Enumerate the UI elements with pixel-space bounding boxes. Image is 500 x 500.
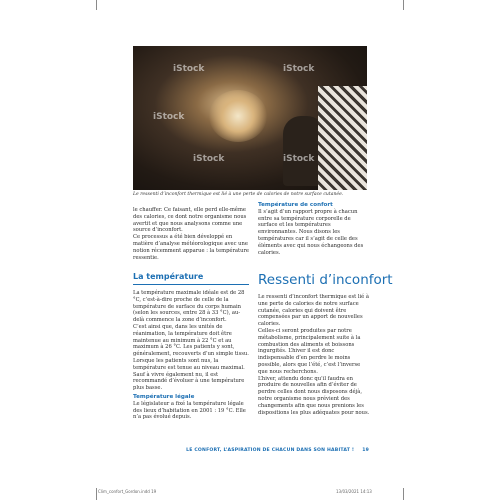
- paragraph: le chauffer. Ce faisant, elle perd elle-même des calories, ce dont notre organisme nous avertit et que nous analysons comme une source d’inconfort.: [133, 207, 247, 234]
- crop-mark: [96, 488, 97, 500]
- right-intro: [258, 202, 370, 256]
- photo-fireplace: [133, 46, 367, 190]
- crop-mark: [403, 0, 404, 10]
- watermark: iStock: [173, 64, 205, 74]
- paragraph: C’est ainsi que, dans les unités de réanimation, la température doit être maintenue au minimum à 22 °C et au maximum à 26 °C. Les patients y sont, généralement, recouverts d’un simple tissu.: [133, 323, 249, 358]
- left-intro: [133, 207, 249, 261]
- paragraph: Celles-ci seront produites par notre métabolisme, principalement suite à la combustion des aliments et boissons ingurgités. L’hiver il est donc indispensable d’en perdre le moins possible, alors que l’été, c’est l’inverse que nous recherchons.: [258, 327, 361, 375]
- paragraph: Sauf à vivre également nu, il est recommandé d’évoluer à une température plus basse.: [133, 371, 245, 392]
- left-section: [133, 290, 249, 421]
- watermark: iStock: [153, 112, 185, 122]
- fire-glow: [209, 90, 267, 142]
- heading-rule: [133, 284, 249, 285]
- photo-caption: Le ressenti d’inconfort thermique est lié à une perte de calories de notre surface cutanée.: [133, 192, 344, 197]
- page-number: 19: [362, 448, 369, 453]
- watermark: iStock: [283, 64, 315, 74]
- right-section: [258, 294, 370, 416]
- crop-mark: [96, 0, 97, 10]
- watermark: iStock: [193, 154, 225, 164]
- subsection-title: Température de confort: [258, 202, 333, 208]
- page-footer: [133, 448, 369, 453]
- slug-file: Clim_confort_Gordon.indd 19: [98, 489, 157, 494]
- section-title-temperature: La température: [133, 272, 204, 281]
- slug-date: 13/03/2021 14:13: [336, 489, 372, 494]
- paragraph: L’hiver, attendu donc qu’il faudra en produire de nouvelles afin d’éviter de perdre celles dont nous disposons déjà, notre organisme nous prévient des changements afin que nous prenions les dispositions les plus adéquates pour nous.: [258, 375, 370, 416]
- paragraph: Ce processus a été bien développé en matière d’analyse météorologique avec une notion récemment apparue : la température ressentie.: [133, 234, 250, 261]
- running-title: LE CONFORT, L’ASPIRATION DE CHACUN DANS SON HABITAT !: [186, 448, 355, 453]
- paragraph: Lorsque les patients sont nus, la température est tenue au niveau maximal.: [133, 357, 245, 371]
- paragraph: Il s’agit d’un rapport propre à chacun entre sa température corporelle de surface et les températures environnantes. Nous disons les températures car il s’agit de celle des éléments avec qui nous échangeons des calories.: [258, 208, 364, 256]
- section-title-ressenti: Ressenti d’inconfort: [258, 272, 393, 288]
- paragraph: Le législateur a fixé la température légale des lieux d’habitation en 2001 : 19 °C. Elle n’a pas évolué depuis.: [133, 400, 246, 421]
- watermark: iStock: [283, 154, 315, 164]
- crop-mark: [403, 488, 404, 500]
- patterned-sweater: [318, 86, 367, 190]
- paragraph: La température maximale idéale est de 28 °C, c’est-à-dire proche de celle de la température de surface du corps humain (selon les sources, entre 28 à 33 °C), au-delà commence la zone d’inconfort.: [133, 290, 245, 324]
- paragraph: Le ressenti d’inconfort thermique est lié à une perte de calories de notre surface cutanée, calories qui doivent être compensées par un apport de nouvelles calories.: [258, 294, 369, 328]
- subsection-title: Température légale: [133, 393, 195, 400]
